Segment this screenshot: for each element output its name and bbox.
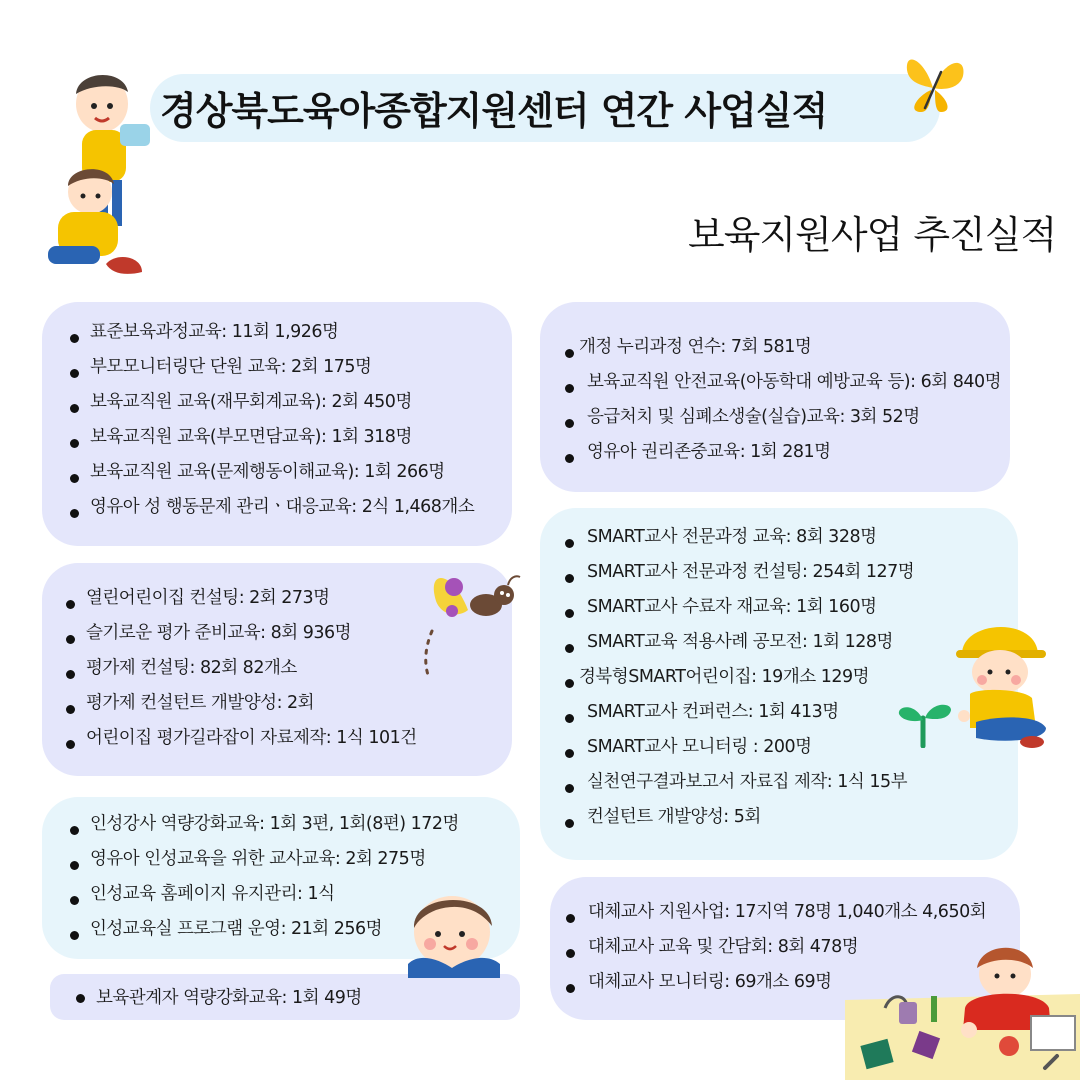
list-item: 영유아 권리존중교육: 1회 281명 <box>565 440 1001 475</box>
list-childcare-education <box>70 320 474 530</box>
list-item: 보육관계자 역량강화교육: 1회 49명 <box>76 986 362 1010</box>
list-item: 슬기로운 평가 준비교육: 8회 936명 <box>66 621 417 656</box>
list-safety-education <box>565 335 1001 475</box>
bee-icon <box>412 565 524 680</box>
list-item: 실천연구결과보고서 자료집 제작: 1식 15부 <box>565 770 914 805</box>
list-item: 대체교사 교육 및 간담회: 8회 478명 <box>566 935 986 970</box>
list-item: 인성강사 역량강화교육: 1회 3편, 1회(8편) 172명 <box>70 812 459 847</box>
list-item: 평가제 컨설팅: 82회 82개소 <box>66 656 417 691</box>
list-item: SMART교육 적용사례 공모전: 1회 128명 <box>565 630 914 665</box>
list-item: 개정 누리과정 연수: 7회 581명 <box>565 335 1001 370</box>
section-subtitle: 보육지원사업 추진실적 <box>688 213 1057 257</box>
list-item: 표준보육과정교육: 11회 1,926명 <box>70 320 474 355</box>
list-item: 영유아 성 행동문제 관리ㆍ대응교육: 2식 1,468개소 <box>70 495 474 530</box>
list-stakeholder-training <box>76 986 362 1010</box>
list-item: 열린어린이집 컨설팅: 2회 273명 <box>66 586 417 621</box>
list-item: 영유아 인성교육을 위한 교사교육: 2회 275명 <box>70 847 459 882</box>
list-item: 컨설턴트 개발양성: 5회 <box>565 805 914 840</box>
list-item: 인성교육 홈페이지 유지관리: 1식 <box>70 882 459 917</box>
list-item: 보육교직원 교육(문제행동이해교육): 1회 266명 <box>70 460 474 495</box>
list-item: 어린이집 평가길라잡이 자료제작: 1식 101건 <box>66 726 417 761</box>
list-item: 대체교사 모니터링: 69개소 69명 <box>566 970 986 1005</box>
list-item: SMART교사 모니터링 : 200명 <box>565 735 914 770</box>
child-hardhat-illustration <box>946 608 1058 753</box>
list-item: 대체교사 지원사업: 17지역 78명 1,040개소 4,650회 <box>566 900 986 935</box>
list-item: 보육교직원 교육(부모면담교육): 1회 318명 <box>70 425 474 460</box>
child-crafting-illustration <box>845 938 1080 1080</box>
smiling-boy-illustration <box>400 882 510 982</box>
list-item: 보육교직원 안전교육(아동학대 예방교육 등): 6회 840명 <box>565 370 1001 405</box>
list-item: 인성교육실 프로그램 운영: 21회 256명 <box>70 917 459 952</box>
list-item: 부모모니터링단 단원 교육: 2회 175명 <box>70 355 474 390</box>
list-item: SMART교사 전문과정 교육: 8회 328명 <box>565 525 914 560</box>
list-evaluation <box>66 586 417 761</box>
children-watering-illustration <box>42 62 162 287</box>
list-item: 보육교직원 교육(재무회계교육): 2회 450명 <box>70 390 474 425</box>
list-item: 응급처치 및 심폐소생술(실습)교육: 3회 52명 <box>565 405 1001 440</box>
list-smart-teacher <box>565 525 914 840</box>
list-item: SMART교사 컨퍼런스: 1회 413명 <box>565 700 914 735</box>
list-item: SMART교사 수료자 재교육: 1회 160명 <box>565 595 914 630</box>
list-item: 경북형SMART어린이집: 19개소 129명 <box>565 665 914 700</box>
butterfly-icon <box>895 50 970 120</box>
list-item: 평가제 컨설턴트 개발양성: 2회 <box>66 691 417 726</box>
page-title: 경상북도육아종합지원센터 연간 사업실적 <box>160 89 828 133</box>
list-item: SMART교사 전문과정 컨설팅: 254회 127명 <box>565 560 914 595</box>
